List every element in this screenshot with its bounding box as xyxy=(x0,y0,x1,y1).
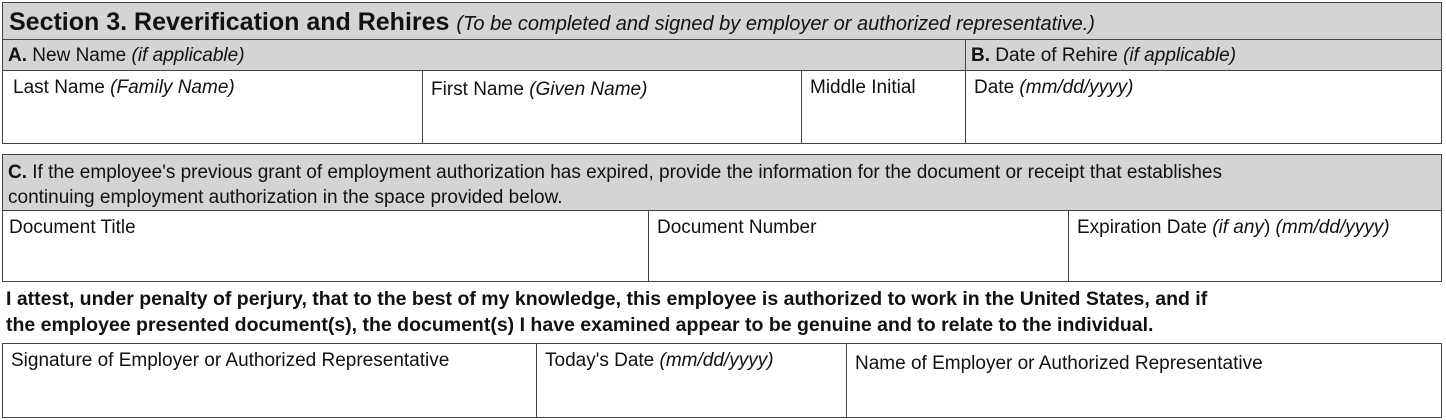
expiration-date-input[interactable] xyxy=(1077,243,1433,273)
rehire-date-cell xyxy=(965,70,1442,144)
expiration-date-cell xyxy=(1068,210,1442,282)
part-b-header xyxy=(965,39,1442,71)
last-name-label: Last Name (Family Name) xyxy=(13,77,235,98)
employer-name-input[interactable] xyxy=(855,379,1433,409)
first-name-input[interactable] xyxy=(431,105,793,135)
todays-date-input[interactable] xyxy=(545,376,838,406)
employer-name-label: Name of Employer or Authorized Representative xyxy=(855,353,1263,374)
part-c-letter: C. xyxy=(8,162,27,183)
document-number-label: Document Number xyxy=(657,217,817,238)
document-title-input[interactable] xyxy=(9,243,640,273)
part-a-letter: A. xyxy=(8,45,27,66)
document-number-input[interactable] xyxy=(657,243,1060,273)
part-a-note: (if applicable) xyxy=(131,45,245,66)
section-number: Section 3. xyxy=(9,8,128,36)
middle-initial-cell xyxy=(801,70,966,144)
last-name-input[interactable] xyxy=(13,103,414,133)
part-b-note: (if applicable) xyxy=(1123,45,1237,66)
employer-name-cell xyxy=(846,343,1442,418)
attestation-line2: the employee presented document(s), the document(s) I have examined appear to be genuine and to relate to the individual. xyxy=(6,314,1154,336)
todays-date-label: Today's Date (mm/dd/yyyy) xyxy=(545,350,774,371)
signature-label: Signature of Employer or Authorized Representative xyxy=(11,350,450,371)
first-name-label: First Name (Given Name) xyxy=(431,79,648,100)
signature-cell xyxy=(2,343,537,418)
part-c-line2: continuing employment authorization in the space provided below. xyxy=(8,187,563,208)
document-title-cell xyxy=(2,210,649,282)
part-b-label: Date of Rehire xyxy=(995,45,1118,66)
todays-date-cell xyxy=(536,343,847,418)
part-a-header xyxy=(2,39,966,71)
expiration-date-label: Expiration Date (if any) (mm/dd/yyyy) xyxy=(1077,217,1390,238)
part-a-label: New Name xyxy=(32,45,127,66)
attestation xyxy=(6,286,1442,338)
section-note: (To be completed and signed by employer or authorized representative.) xyxy=(456,13,1095,35)
part-b-letter: B. xyxy=(971,45,990,66)
rehire-date-input[interactable] xyxy=(974,103,1433,133)
last-name-cell xyxy=(2,70,423,144)
middle-initial-input[interactable] xyxy=(810,103,957,133)
section-name: Reverification and Rehires xyxy=(134,8,450,36)
section-title xyxy=(9,8,1095,38)
attestation-line1: I attest, under penalty of perjury, that to the best of my knowledge, this employee is authorized to work in the United States, and if xyxy=(6,288,1208,310)
part-c-header xyxy=(2,154,1442,211)
rehire-date-label: Date (mm/dd/yyyy) xyxy=(974,77,1134,98)
document-number-cell xyxy=(648,210,1069,282)
first-name-cell xyxy=(422,70,802,144)
part-c-text xyxy=(8,160,1222,210)
signature-input[interactable] xyxy=(11,376,528,406)
part-c-line1: If the employee's previous grant of employment authorization has expired, provide the information for the document or receipt that establishes xyxy=(32,162,1222,183)
section-title-bar xyxy=(2,2,1442,40)
middle-initial-label: Middle Initial xyxy=(810,77,916,98)
document-title-label: Document Title xyxy=(9,217,136,238)
